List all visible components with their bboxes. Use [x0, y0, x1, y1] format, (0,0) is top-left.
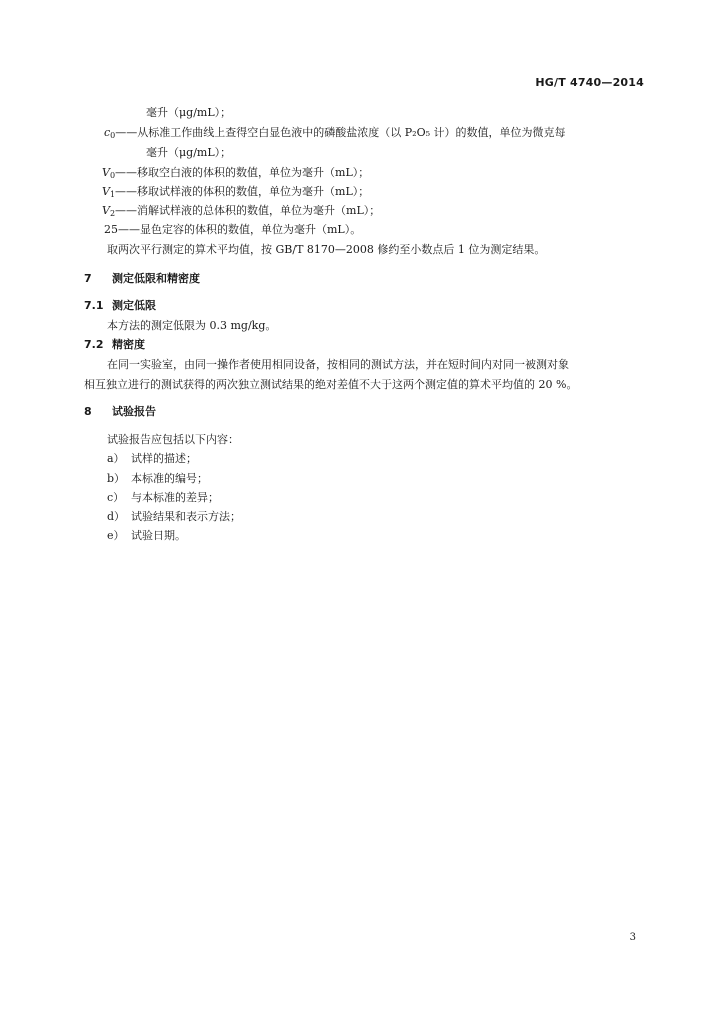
section-title: 测定低限: [112, 299, 156, 312]
var-definition: ——消解试样液的总体积的数值，单位为毫升（mL）；: [115, 204, 381, 217]
list-marker: a）: [107, 452, 125, 465]
detection-limit-text: 本方法的测定低限为 0.3 mg/kg。: [107, 319, 277, 332]
list-marker: d）: [107, 510, 126, 523]
list-item: [107, 491, 219, 505]
list-text: 与本标准的差异；: [131, 491, 219, 504]
var-definition: ——显色定容的体积的数值，单位为毫升（mL）。: [118, 223, 362, 236]
section-number: 8: [84, 405, 92, 418]
section-title: 试验报告: [112, 405, 156, 418]
section-number: 7: [84, 272, 92, 285]
var-subscript: 0: [110, 131, 116, 140]
precision-text-line-1: 在同一实验室，由同一操作者使用相同设备，按相同的测试方法，并在短时间内对同一被测对象: [107, 358, 569, 371]
list-text: 本标准的编号；: [131, 472, 208, 485]
var-continuation: 毫升（μg/mL）；: [146, 106, 232, 119]
var-v1: [102, 185, 369, 202]
var-continuation: 毫升（μg/mL）；: [146, 146, 232, 159]
list-marker: c）: [107, 491, 125, 504]
section-8-heading: [84, 405, 156, 419]
section-number: 7.1: [84, 299, 104, 312]
section-title: 精密度: [112, 338, 145, 351]
section-7-1-heading: [84, 299, 156, 313]
standard-number: HG/T 4740—2014: [535, 76, 644, 89]
list-text: 试样的描述；: [131, 452, 197, 465]
var-symbol: V: [102, 185, 110, 198]
precision-text-line-2: 相互独立进行的测试获得的两次独立测试结果的绝对差值不大于这两个测定值的算术平均值的 20 %。: [84, 378, 578, 391]
var-definition: ——移取空白液的体积的数值，单位为毫升（mL）；: [115, 166, 370, 179]
list-marker: e）: [107, 529, 125, 542]
list-text: 试验结果和表示方法；: [131, 510, 241, 523]
var-definition: ——移取试样液的体积的数值，单位为毫升（mL）；: [115, 185, 370, 198]
var-symbol: 25: [104, 223, 118, 236]
var-v0: [102, 166, 369, 183]
var-subscript: 1: [109, 190, 116, 199]
var-subscript: 2: [109, 209, 116, 218]
var-25: [104, 223, 361, 237]
var-v2: [102, 204, 380, 221]
list-text: 试验日期。: [131, 529, 186, 542]
list-item: [107, 510, 241, 524]
var-symbol: c: [104, 126, 111, 139]
section-title: 测定低限和精密度: [112, 272, 200, 285]
page-number: 3: [629, 932, 636, 943]
var-definition: ——从标准工作曲线上查得空白显色液中的磷酸盐浓度（以 P₂O₅ 计）的数值，单位为微克每: [115, 126, 566, 139]
result-note: 取两次平行测定的算术平均值，按 GB/T 8170—2008 修约至小数点后 1 位为测定结果。: [107, 243, 546, 256]
section-7-heading: [84, 272, 200, 286]
var-symbol: V: [102, 204, 110, 217]
section-number: 7.2: [84, 338, 104, 351]
var-c0: [104, 126, 566, 143]
var-symbol: V: [102, 166, 110, 179]
list-item: [107, 472, 208, 486]
var-subscript: 0: [109, 171, 116, 180]
section-7-2-heading: [84, 338, 145, 352]
list-item: [107, 452, 197, 466]
list-marker: b）: [107, 472, 126, 485]
list-item: [107, 529, 186, 543]
report-intro: 试验报告应包括以下内容：: [107, 433, 239, 446]
